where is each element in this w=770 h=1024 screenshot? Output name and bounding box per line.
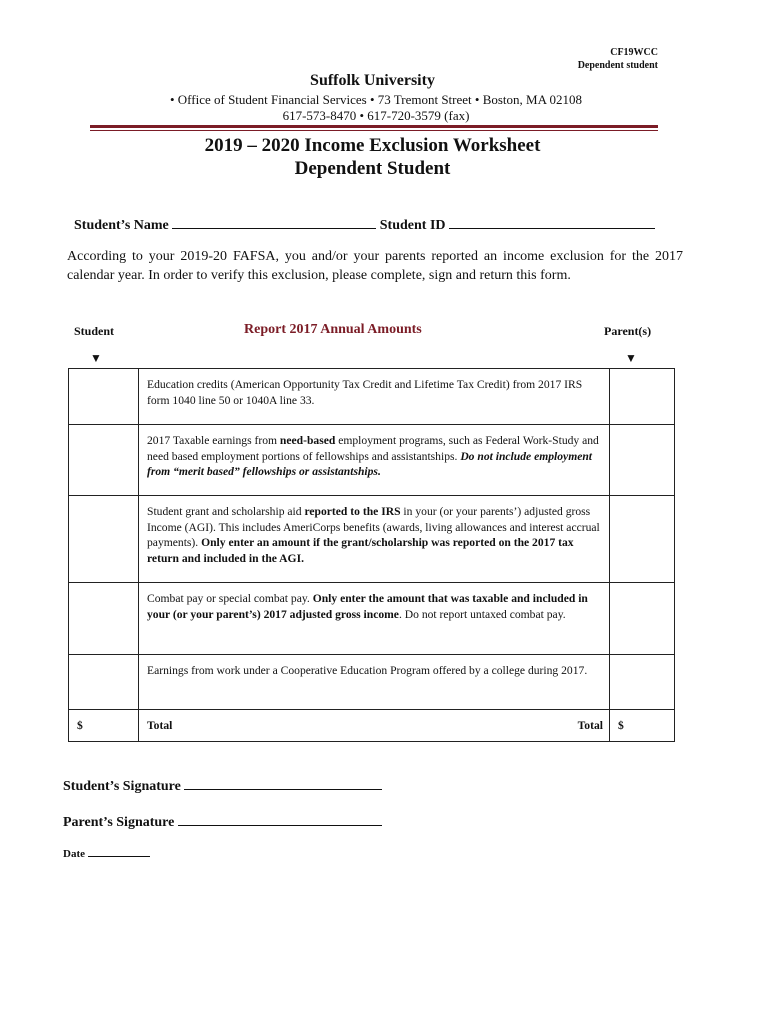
title-line-2: Dependent Student (294, 158, 451, 179)
phone-line: 617-573-8470 • 617-720-3579 (fax) (282, 108, 470, 123)
student-signature-field[interactable] (184, 775, 382, 790)
row-description (139, 655, 610, 710)
row-description (139, 583, 610, 655)
parent-amount-cell[interactable] (610, 583, 675, 655)
student-id-label: Student ID (379, 218, 446, 233)
row-text-bold: Only enter the amount that was taxable and included in your (or your parent’s) 2017 adjusted gross income (147, 592, 588, 621)
total-row (69, 710, 675, 742)
student-signature-row (63, 775, 382, 795)
row-text-bold: need-based (279, 434, 336, 447)
total-label-left: Total (147, 719, 173, 732)
currency-symbol: $ (618, 719, 624, 732)
arrow-down-icon: ▼ (90, 351, 102, 365)
arrow-down-icon: ▼ (625, 351, 637, 365)
intro-paragraph: According to your 2019-20 FAFSA, you and/or your parents reported an income exclusion for the 2017 calendar year. In order to verify this exclusion, please complete, sign and return this form. (67, 249, 683, 283)
parent-signature-row (63, 811, 382, 831)
row-text: Earnings from work under a Cooperative Education Program offered by a college during 2017. (147, 664, 588, 677)
row-text: . Do not report untaxed combat pay. (398, 607, 566, 621)
parent-total-cell[interactable] (610, 710, 675, 742)
student-amount-cell[interactable] (69, 369, 139, 425)
office-line: • Office of Student Financial Services • 73 Tremont Street • Boston, MA 02108 (169, 92, 583, 107)
row-description (139, 425, 610, 496)
parent-column-label: Parent(s) (604, 324, 652, 338)
row-description (139, 496, 610, 583)
row-text-bold: reported to the IRS (304, 505, 401, 518)
student-name-field[interactable] (172, 214, 376, 229)
header-rule-thin (90, 130, 658, 131)
row-text: Education credits (American Opportunity Tax Credit and Lifetime Tax Credit) from 2017 IRS form 1040 line 50 or 1040A line 33. (147, 378, 583, 407)
student-id-field[interactable] (449, 214, 655, 229)
row-text-bold: Only enter an amount if the grant/scholarship was reported on the 2017 tax return and included in the AGI. (147, 536, 574, 565)
row-text: Student grant and scholarship aid (147, 505, 305, 518)
total-label-right: Total (577, 719, 603, 732)
student-amount-cell[interactable] (69, 655, 139, 710)
row-text: in your (or your parents’) adjusted gross Income (AGI). This includes AmeriCorps benefits (awards, living allowances and interest accrual payments). (147, 505, 600, 549)
form-type: Dependent student (577, 60, 658, 71)
page-title (0, 134, 745, 180)
student-name-label: Student’s Name (74, 218, 169, 233)
student-column-header (74, 324, 114, 339)
row-text-bold-italic: Do not include employment from “merit based” fellowships or assistantships. (147, 449, 593, 478)
table-row (69, 369, 675, 425)
report-column-header: Report 2017 Annual Amounts (244, 322, 422, 337)
total-label-cell (139, 710, 610, 742)
row-text: Combat pay or special combat pay. (147, 592, 313, 605)
header-rule (90, 125, 658, 128)
form-code: CF19WCC (610, 47, 658, 58)
row-text: 2017 Taxable earnings from (147, 434, 280, 447)
table-row (69, 425, 675, 496)
student-info-row (74, 214, 655, 234)
parent-column-header (604, 324, 651, 339)
student-signature-label: Student’s Signature (63, 779, 181, 794)
date-label: Date (63, 848, 85, 860)
form-code-block (578, 46, 658, 72)
title-line-1: 2019 – 2020 Income Exclusion Worksheet (204, 135, 541, 156)
currency-symbol: $ (77, 719, 83, 732)
date-field[interactable] (88, 846, 150, 857)
parent-signature-field[interactable] (178, 811, 382, 826)
student-amount-cell[interactable] (69, 425, 139, 496)
date-row (63, 846, 150, 860)
parent-amount-cell[interactable] (610, 496, 675, 583)
table-row (69, 496, 675, 583)
parent-signature-label: Parent’s Signature (63, 815, 175, 830)
row-description (139, 369, 610, 425)
student-total-cell[interactable] (69, 710, 139, 742)
parent-amount-cell[interactable] (610, 655, 675, 710)
student-amount-cell[interactable] (69, 496, 139, 583)
table-row (69, 655, 675, 710)
worksheet-table (68, 368, 675, 742)
student-amount-cell[interactable] (69, 583, 139, 655)
office-address (0, 92, 752, 124)
student-column-label: Student (74, 324, 115, 338)
row-text: employment programs, such as Federal Work-Study and need based employment portions of fellowships and assistantships. (147, 434, 599, 463)
parent-amount-cell[interactable] (610, 369, 675, 425)
parent-amount-cell[interactable] (610, 425, 675, 496)
table-row (69, 583, 675, 655)
university-name: Suffolk University (310, 72, 435, 89)
